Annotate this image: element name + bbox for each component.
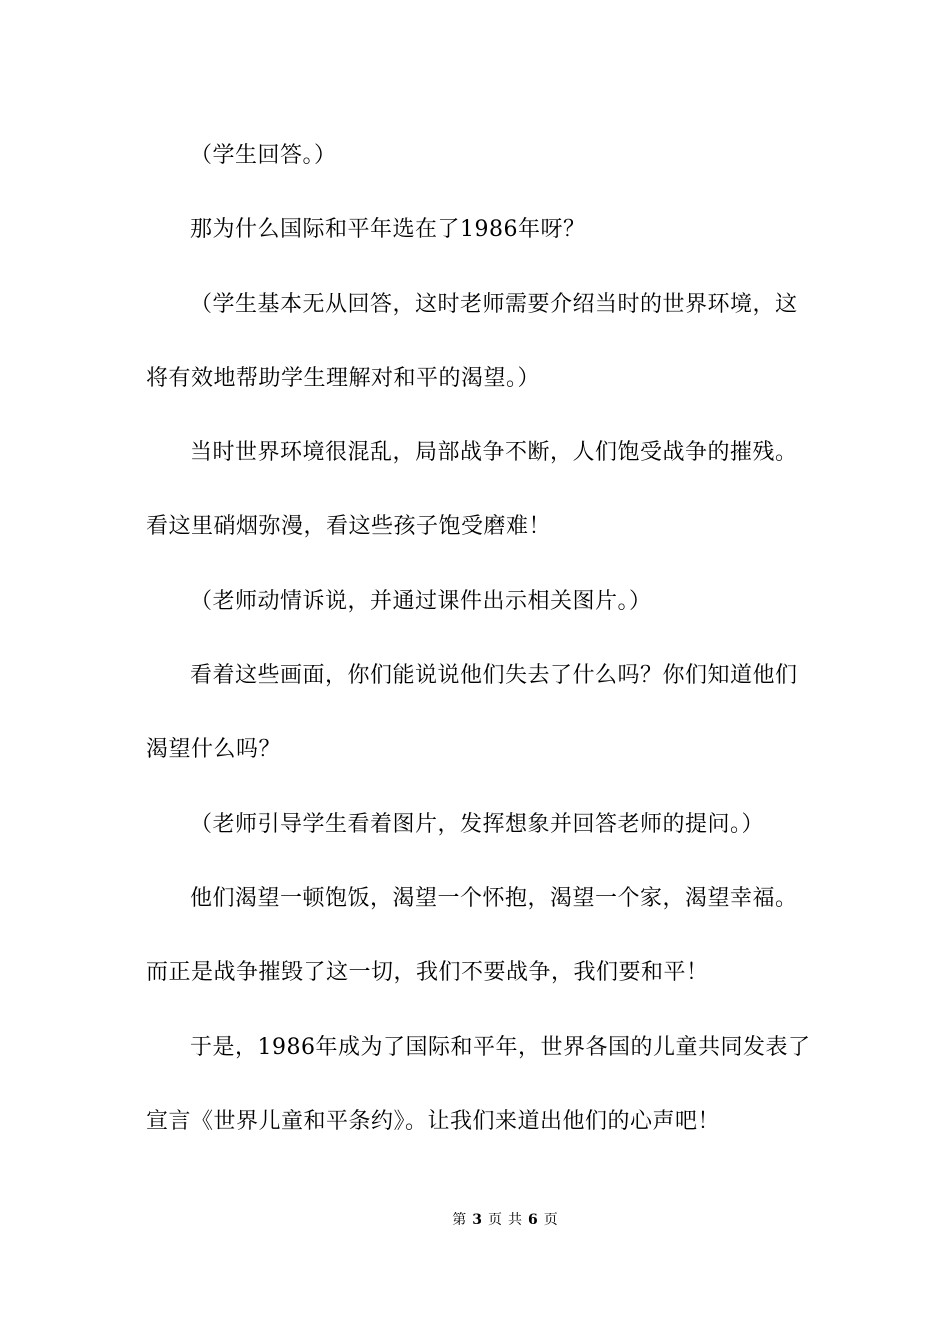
paragraph-line: 看这里硝烟弥漫，看这些孩子饱受磨难！ [146, 514, 552, 539]
page-footer [0, 1210, 950, 1230]
footer-label-di: 第 [452, 1212, 467, 1228]
paragraph-line: 看着这些画面，你们能说说他们失去了什么吗？你们知道他们 [190, 663, 798, 688]
paragraph-line: 而正是战争摧毁了这一切，我们不要战争，我们要和平！ [146, 960, 709, 985]
paragraph-line: （老师动情诉说，并通过课件出示相关图片。） [190, 589, 652, 614]
paragraph-line: 当时世界环境很混乱，局部战争不断，人们饱受战争的摧残。 [190, 440, 798, 465]
paragraph-line: 于是，1986年成为了国际和平年，世界各国的儿童共同发表了 [190, 1035, 811, 1060]
paragraph-line: 将有效地帮助学生理解对和平的渴望。） [146, 366, 541, 391]
footer-label-ye: 页 [488, 1212, 502, 1228]
paragraph-line: 那为什么国际和平年选在了1986年呀？ [190, 217, 586, 242]
total-pages-number: 6 [528, 1212, 538, 1228]
paragraph-line: 宣言《世界儿童和平条约》。让我们来道出他们的心声吧！ [146, 1109, 721, 1134]
paragraph-line: （学生基本无从回答，这时老师需要介绍当时的世界环境，这 [190, 292, 798, 317]
current-page-number: 3 [472, 1212, 482, 1228]
paragraph-line: （学生回答。） [190, 143, 337, 168]
footer-label-gong: 共 [508, 1212, 522, 1228]
paragraph-line: （老师引导学生看着图片，发挥想象并回答老师的提问。） [190, 812, 765, 837]
paragraph-line: 他们渴望一顿饱饭，渴望一个怀抱，渴望一个家，渴望幸福。 [190, 886, 798, 911]
paragraph-line: 渴望什么吗？ [146, 737, 282, 762]
footer-label-ye2: 页 [543, 1212, 558, 1228]
